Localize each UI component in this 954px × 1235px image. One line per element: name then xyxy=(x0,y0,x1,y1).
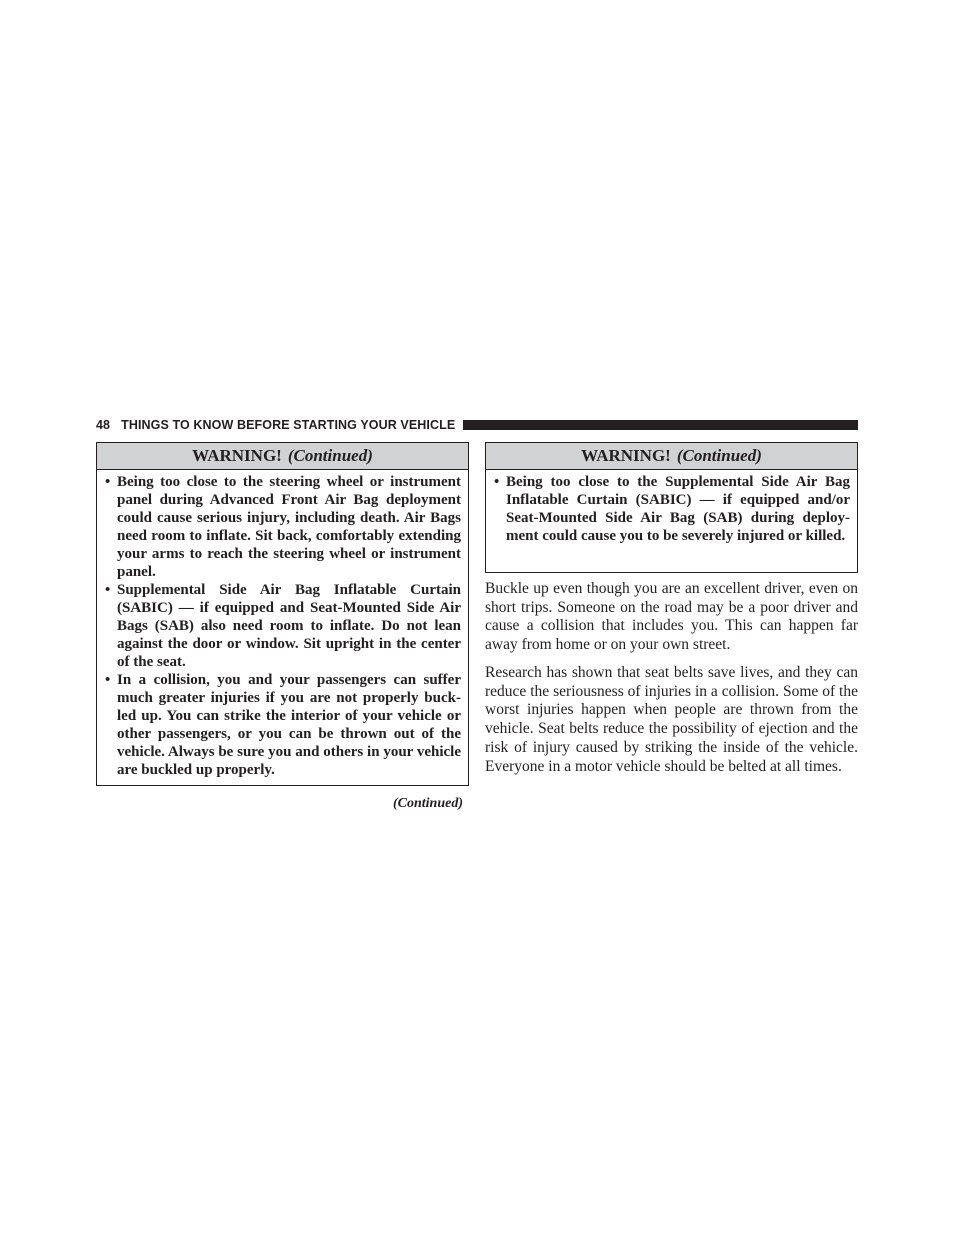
body-paragraph: Buckle up even though you are an excellent driver, even on short trips. Someone on the road may be a poor driver and cause a collision that includes you. This can happen far away from home or on your own street. xyxy=(485,580,858,654)
section-title: THINGS TO KNOW BEFORE STARTING YOUR VEHICLE xyxy=(121,418,456,432)
warning-box-right xyxy=(485,442,858,573)
body-paragraph: Research has shown that seat belts save lives, and they can reduce the seriousness of injuries in a collision. Some of the worst injuries happen when people are thrown from the vehicle. Seat belts reduce the possibility of ejection and the risk of injury caused by striking the inside of the vehicle. Everyone in a motor vehicle should be belted at all times. xyxy=(485,664,858,775)
warning-box-left xyxy=(96,442,469,786)
warning-item: • Being too close to the steering wheel or instrument panel during Advanced Front Air Bag deployment could cause serious injury, including death. Air Bags need room to inflate. Sit back, comfortably extending your arms to reach the steering wheel or instrument panel. xyxy=(105,473,461,581)
header-rule xyxy=(463,420,858,430)
warning-continued-label: (Continued) xyxy=(676,446,762,465)
warning-label: WARNING! xyxy=(192,446,282,465)
warning-item: • Being too close to the Supplemental Side Air Bag Inflatable Curtain (SABIC) — if equipped and/or Seat-Mounted Side Air Bag (SAB) during deploy-ment could cause you to be severely injured or killed. xyxy=(494,473,850,545)
page-header xyxy=(96,416,858,434)
warning-title xyxy=(486,443,857,470)
warning-item: • Supplemental Side Air Bag Inflatable Curtain (SABIC) — if equipped and Seat-Mounted Side Air Bags (SAB) also need room to inflate. Do not lean against the door or window. Sit upright in the center of the seat. xyxy=(105,581,461,671)
header-text xyxy=(96,418,455,432)
warning-title xyxy=(97,443,468,470)
warning-list xyxy=(97,470,468,779)
continued-note: (Continued) xyxy=(392,796,463,811)
warning-list xyxy=(486,470,857,545)
warning-item: • In a collision, you and your passengers can suffer much greater injuries if you are not properly buck-led up. You can strike the interior of your vehicle or other passengers, or you can be thrown out of the vehicle. Always be sure you and others in your vehicle are buckled up properly. xyxy=(105,671,461,779)
warning-continued-label: (Continued) xyxy=(287,446,373,465)
page-number: 48 xyxy=(96,418,111,432)
warning-label: WARNING! xyxy=(581,446,671,465)
